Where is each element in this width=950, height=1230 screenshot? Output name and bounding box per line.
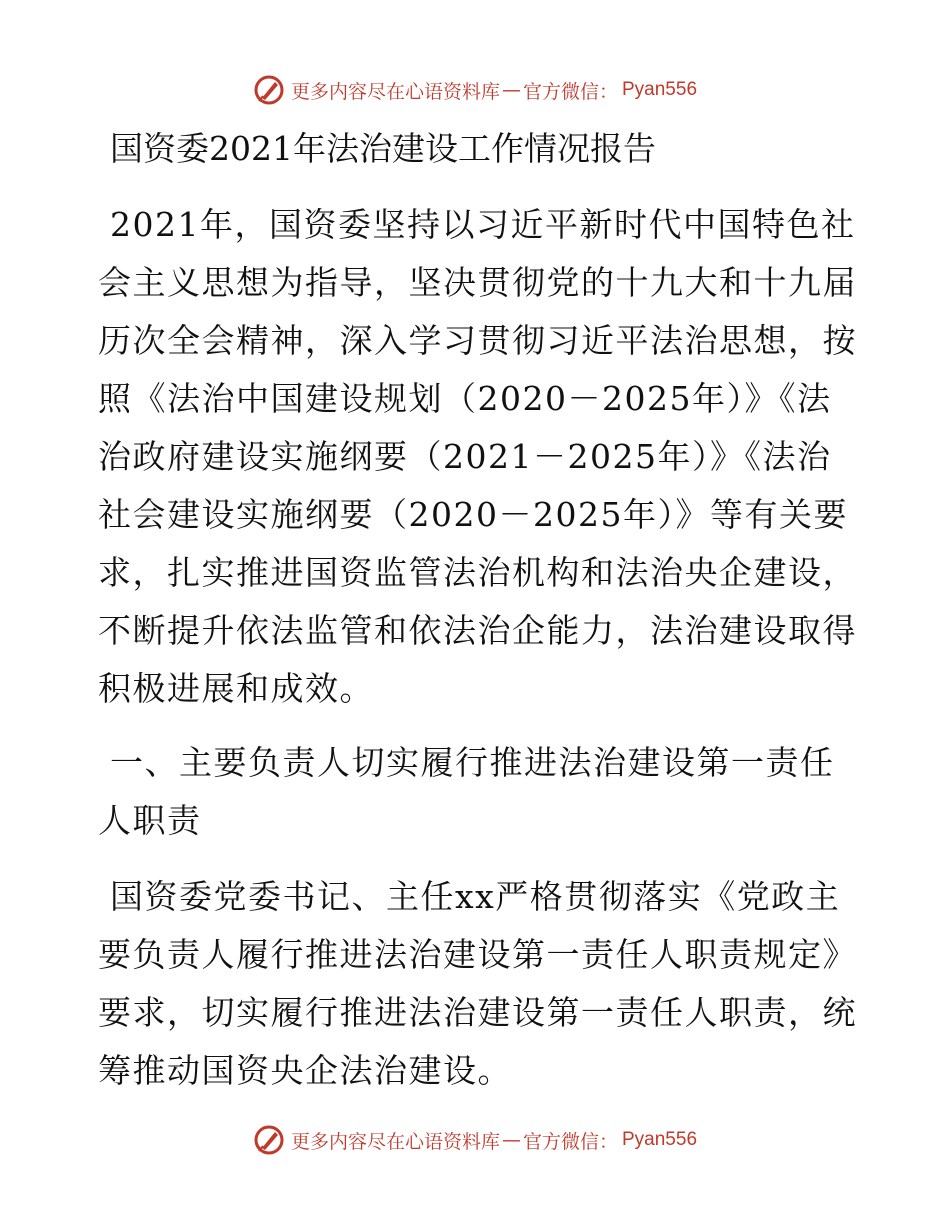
section-1-paragraph: 国资委党委书记、主任xx严格贯彻落实《党政主要负责人履行推进法治建设第一责任人职责规定》要求，切实履行推进法治建设第一责任人职责，统筹推动国资央企法治建设。: [98, 877, 857, 1090]
document-title: 国资委2021年法治建设工作情况报告: [110, 129, 656, 168]
quill-logo-icon: [253, 1124, 285, 1156]
watermark-contact-id: Pyan556: [622, 1129, 698, 1150]
intro-paragraph: 2021年，国资委坚持以习近平新时代中国特色社会主义思想为指导，坚决贯彻党的十九大和十九届历次全会精神，深入学习贯彻习近平法治思想，按照《法治中国建设规划（2020－2025年）》《法治政府建设实施纲要（2021－2025年）》《法治社会建设实施纲要（2020－2025年）》等有关要求，扎实推进国资监管法治机构和法治央企建设，不断提升依法监管和依法治企能力，法治建设取得积极进展和成效。: [98, 205, 857, 708]
watermark-brand-text: 更多内容尽在心语资料库: [290, 1130, 500, 1153]
quill-logo-icon: [253, 74, 285, 106]
watermark-separator: —: [501, 79, 521, 101]
watermark-banner-top: [0, 70, 950, 110]
watermark-contact-id: Pyan556: [622, 79, 698, 100]
watermark-contact-label: 官方微信：: [522, 80, 618, 103]
watermark-contact-label: 官方微信：: [522, 1130, 618, 1153]
document-body: [98, 124, 858, 1116]
watermark-separator: —: [501, 1129, 521, 1151]
watermark-banner-bottom: [0, 1120, 950, 1160]
section-1-heading: 一、主要负责人切实履行推进法治建设第一责任人职责: [98, 743, 835, 840]
watermark-brand-text: 更多内容尽在心语资料库: [290, 80, 500, 103]
